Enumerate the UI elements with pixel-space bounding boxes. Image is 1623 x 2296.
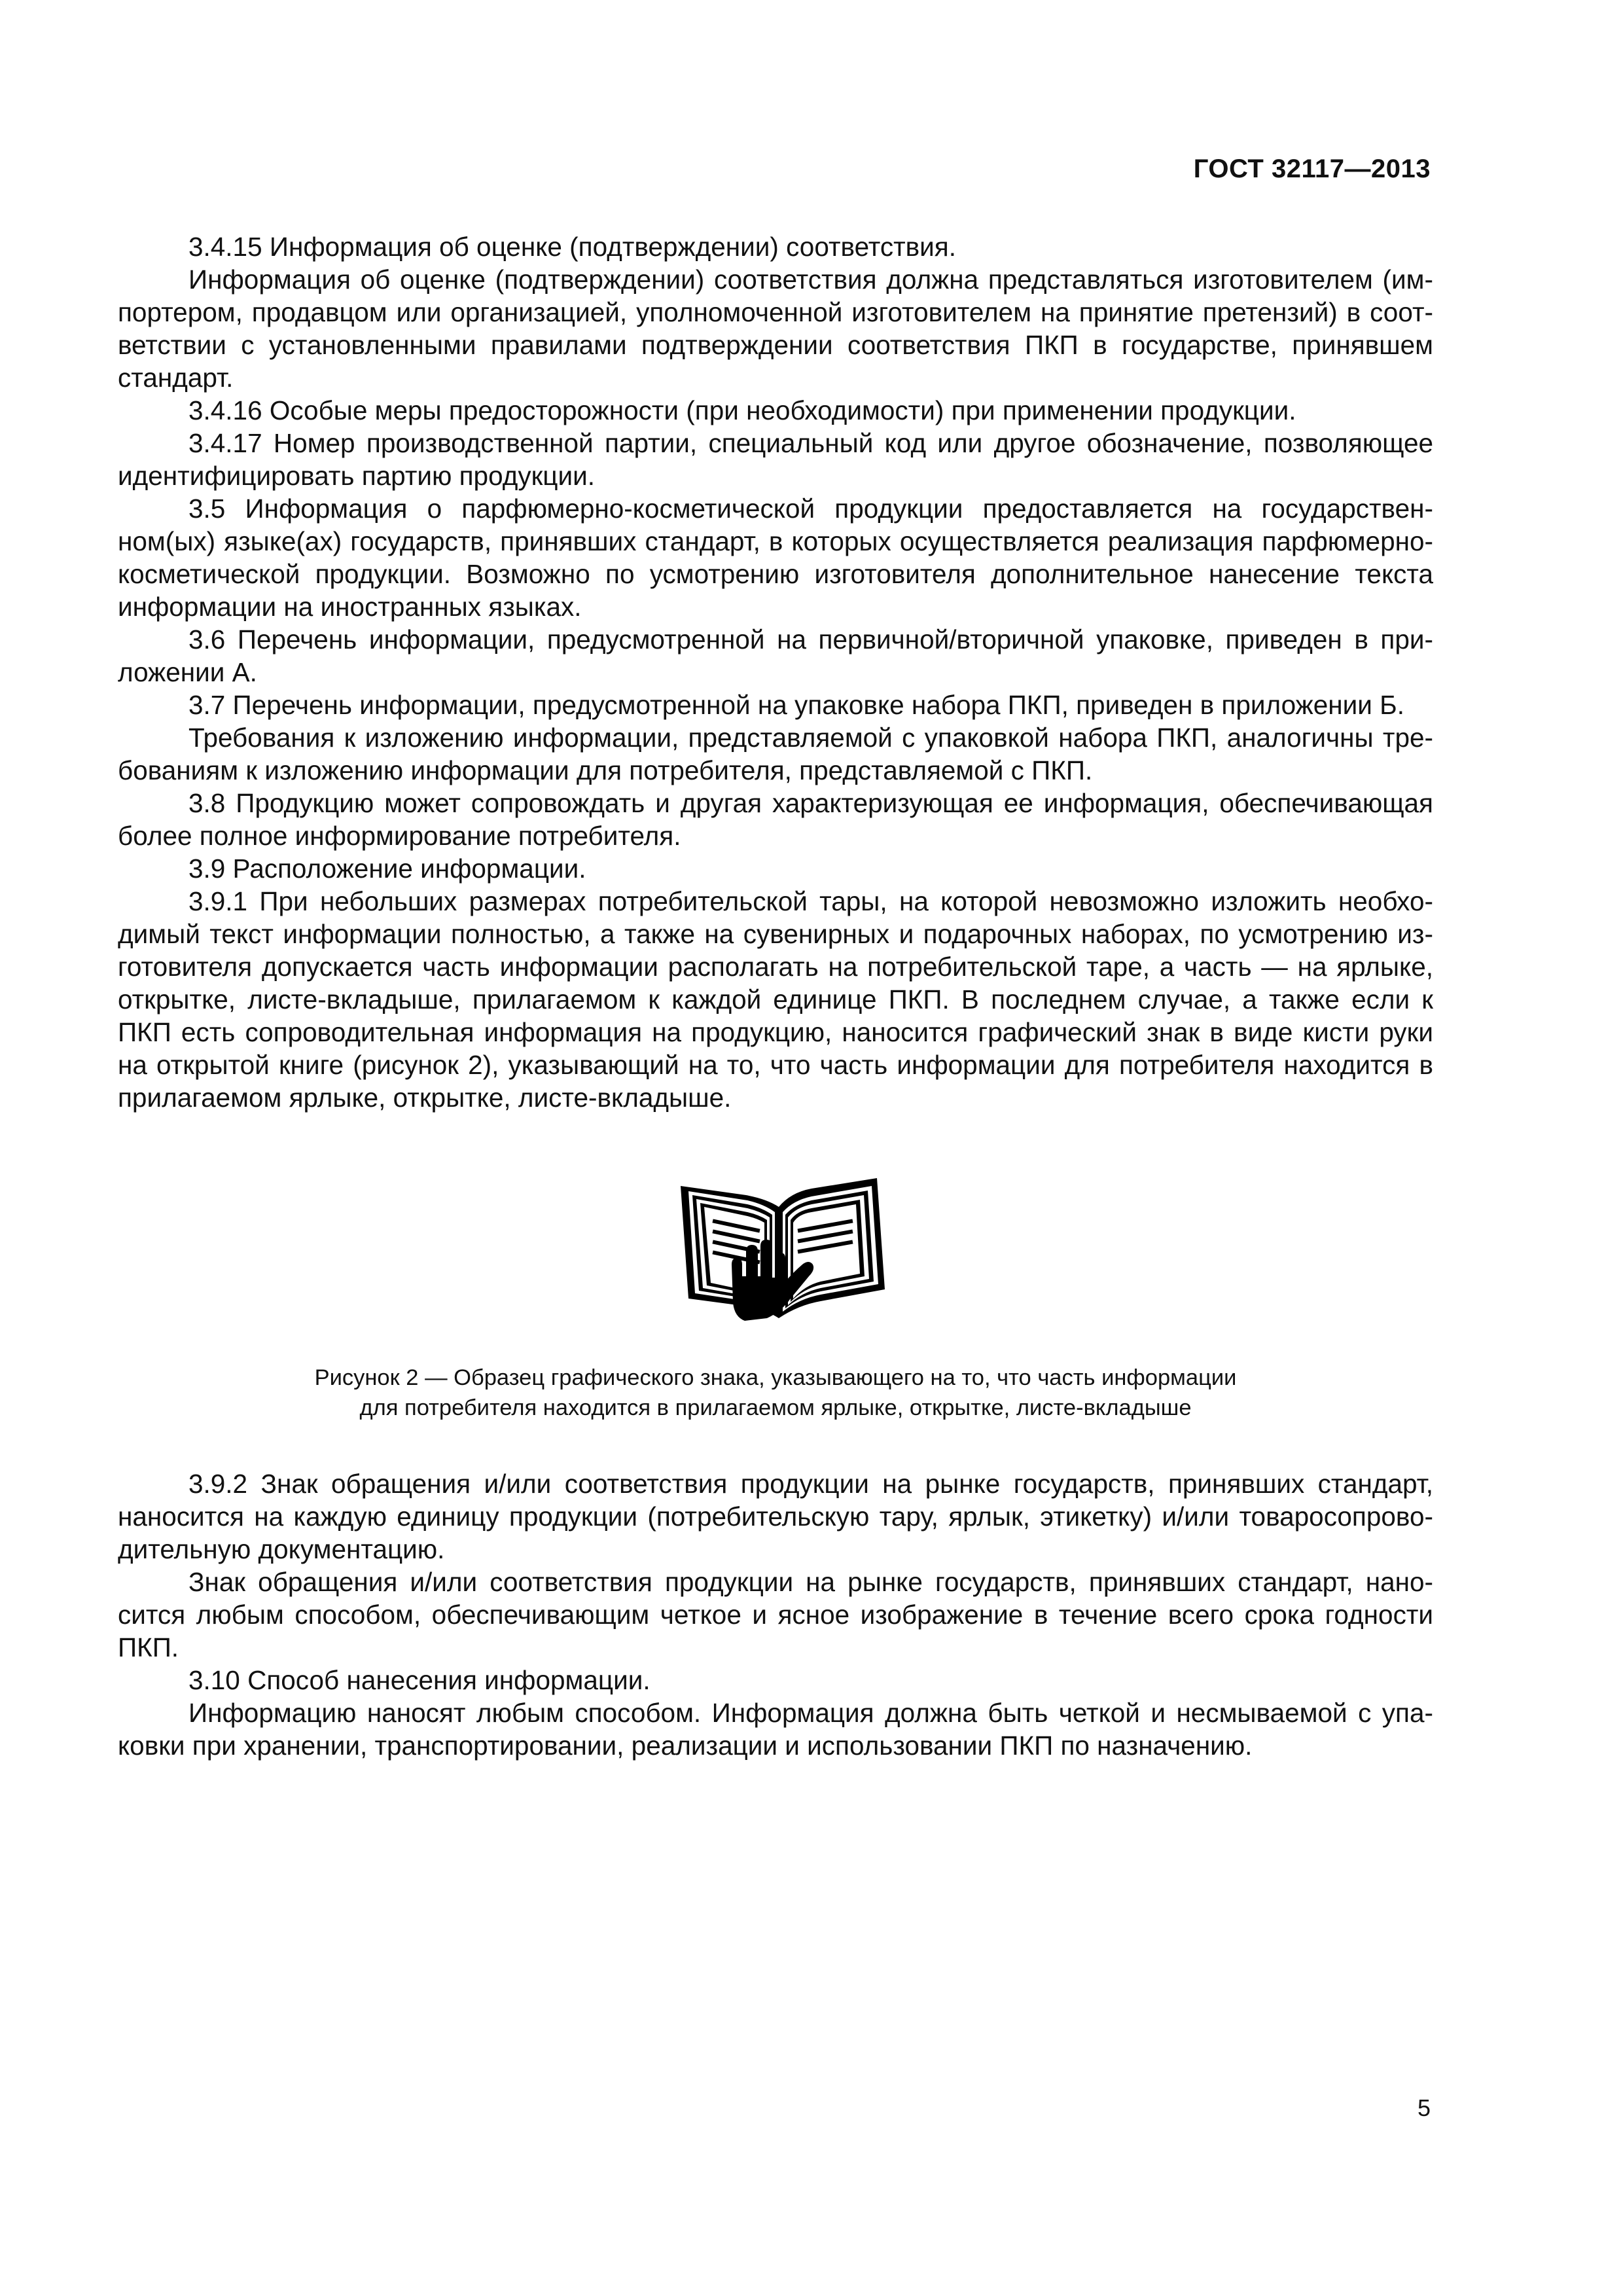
page-header: ГОСТ 32117—2013	[1193, 154, 1431, 183]
paragraph: 3.9.2 Знак обращения и/или соответствия продукции на рынке государств, принявших стандарт, наносится на каждую единицу продукции (потребительскую тару, ярлык, этикетку) и/или товаросопроводительную документацию.	[118, 1469, 1433, 1564]
page-number: 5	[1417, 2094, 1431, 2121]
paragraph: 3.6 Перечень информации, предусмотренной на первичной/вторичной упаковке, приведен в приложении А.	[118, 624, 1433, 687]
paragraph: 3.5 Информация о парфюмерно-косметической продукции предоставляется на государственном(ых) языке(ах) государств, принявших стандарт, в которых осуществляется реализация парфюмерно-косметической продукции. Возможно по усмотрению изготовителя дополнительное нанесение текста информации на иностранных языках.	[118, 493, 1433, 622]
paragraph: 3.8 Продукцию может сопровождать и другая характеризующая ее информация, обеспечивающая более полное информирование потребителя.	[118, 788, 1433, 851]
caption-line: для потребителя находится в прилагаемом ярлыке, открытке, листе-вкладыше	[359, 1395, 1192, 1420]
paragraph: 3.4.17 Номер производственной партии, специальный код или другое обозначение, позволяющее идентифицировать партию продукции.	[118, 428, 1433, 491]
paragraph: Знак обращения и/или соответствия продукции на рынке государств, принявших стандарт, наносится любым способом, обеспечивающим четкое и ясное изображение в течение всего срока годности ПКП.	[118, 1567, 1433, 1662]
paragraph: Информацию наносят любым способом. Информация должна быть четкой и несмываемой с упаковки при хранении, транспортировании, реализации и использовании ПКП по назначению.	[118, 1698, 1433, 1761]
paragraph: 3.9 Расположение информации.	[188, 853, 586, 884]
paragraph: 3.4.15 Информация об оценке (подтверждении) соответствия.	[188, 232, 956, 262]
caption-line: Рисунок 2 — Образец графического знака, указывающего на то, что часть информации	[314, 1365, 1237, 1390]
paragraph: 3.7 Перечень информации, предусмотренной на упаковке набора ПКП, приведен в приложении Б.	[188, 690, 1404, 720]
paragraph: Информация об оценке (подтверждении) соответствия должна представляться изготовителем (импортером, продавцом или организацией, уполномоченной изготовителем на принятие претензий) в соответствии с установленными правилами подтверждении соответствия ПКП в государстве, принявшем стандарт.	[118, 264, 1433, 393]
body-text-bottom	[118, 1467, 1433, 1762]
paragraph: Требования к изложению информации, представляемой с упаковкой набора ПКП, аналогичны требованиям к изложению информации для потребителя, представляемой с ПКП.	[118, 723, 1433, 785]
paragraph: 3.9.1 При небольших размерах потребительской тары, на которой невозможно изложить необходимый текст информации полностью, а также на сувенирных и подарочных наборах, по усмотрению изготовителя допускается часть информации располагать на потребительской таре, а часть — на ярлыке, открытке, листе-вкладыше, прилагаемом к каждой единице ПКП. В последнем случае, а также если к ПКП есть сопроводительная информация на продукцию, наносится графический знак в виде кисти руки на открытой книге (рисунок 2), указывающий на то, что часть информации для потребителя находится в прилагаемом ярлыке, открытке, листе-вкладыше.	[118, 886, 1433, 1113]
body-text-top	[118, 230, 1433, 1114]
paragraph: 3.10 Способ нанесения информации.	[188, 1665, 651, 1695]
figure-caption	[118, 1363, 1433, 1423]
hand-on-open-book-icon	[669, 1166, 895, 1323]
paragraph: 3.4.16 Особые меры предосторожности (при необходимости) при применении продукции.	[188, 395, 1296, 425]
